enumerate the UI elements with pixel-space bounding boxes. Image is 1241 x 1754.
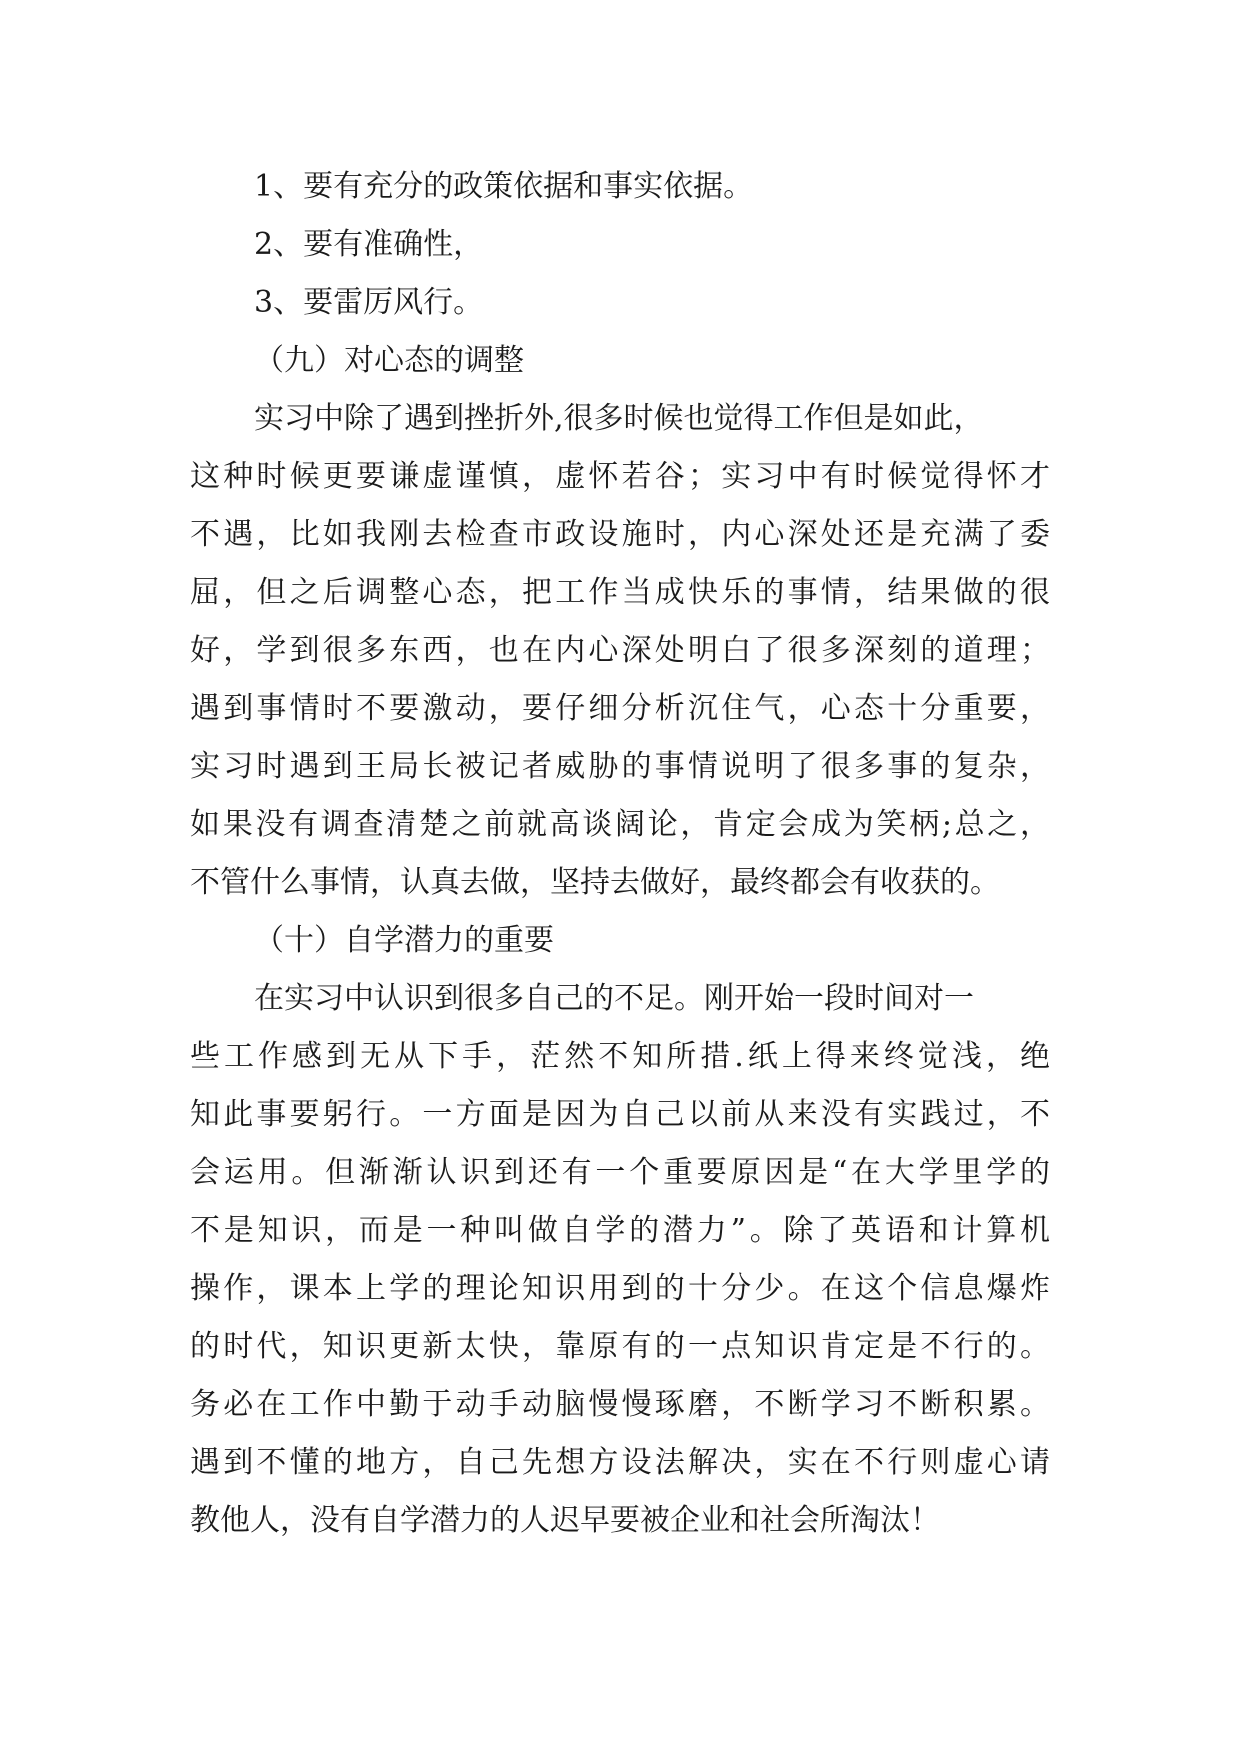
paragraph-line: 会运用。但渐渐认识到还有一个重要原因是“在大学里学的	[190, 1155, 1050, 1190]
document-body	[190, 158, 1050, 1550]
paragraph-line: 遇到事情时不要激动，要仔细分析沉住气，心态十分重要，	[190, 691, 1050, 726]
paragraph-line: 在实习中认识到很多自己的不足。刚开始一段时间对一	[254, 981, 974, 1016]
paragraph	[190, 970, 1050, 1550]
paragraph-line: 不是知识，而是一种叫做自学的潜力”。除了英语和计算机	[190, 1213, 1050, 1248]
paragraph-line: 屈，但之后调整心态，把工作当成快乐的事情，结果做的很	[190, 575, 1050, 610]
paragraph-line: 实习中除了遇到挫折外,很多时候也觉得工作但是如此，	[254, 401, 984, 436]
paragraph-line: 教他人，没有自学潜力的人迟早要被企业和社会所淘汰！	[190, 1503, 940, 1538]
paragraph	[190, 390, 1050, 912]
paragraph-line: 这种时候更要谦虚谨慎，虚怀若谷；实习中有时候觉得怀才	[190, 459, 1050, 494]
list-item: 2、要有准确性，	[254, 227, 484, 262]
paragraph-line: 些工作感到无从下手，茫然不知所措.纸上得来终觉浅，绝	[190, 1039, 1050, 1074]
list-item: 3、要雷厉风行。	[254, 285, 484, 320]
paragraph-line: 不遇，比如我刚去检查市政设施时，内心深处还是充满了委	[190, 517, 1050, 552]
paragraph-line: 务必在工作中勤于动手动脑慢慢琢磨，不断学习不断积累。	[190, 1387, 1050, 1422]
paragraph-line: 知此事要躬行。一方面是因为自己以前从来没有实践过，不	[190, 1097, 1050, 1132]
paragraph-line: 如果没有调查清楚之前就高谈阔论，肯定会成为笑柄;总之，	[190, 807, 1050, 842]
list-item: 1、要有充分的政策依据和事实依据。	[254, 169, 754, 204]
paragraph-line: 的时代，知识更新太快，靠原有的一点知识肯定是不行的。	[190, 1329, 1050, 1364]
paragraph-line: 遇到不懂的地方，自己先想方设法解决，实在不行则虚心请	[190, 1445, 1050, 1480]
paragraph-line: 好，学到很多东西，也在内心深处明白了很多深刻的道理；	[190, 633, 1050, 668]
section-heading: （九）对心态的调整	[254, 343, 524, 378]
section-heading: （十）自学潜力的重要	[254, 923, 554, 958]
paragraph-line: 不管什么事情，认真去做，坚持去做好，最终都会有收获的。	[190, 865, 1000, 900]
paragraph-line: 实习时遇到王局长被记者威胁的事情说明了很多事的复杂，	[190, 749, 1050, 784]
paragraph-line: 操作，课本上学的理论知识用到的十分少。在这个信息爆炸	[190, 1271, 1050, 1306]
